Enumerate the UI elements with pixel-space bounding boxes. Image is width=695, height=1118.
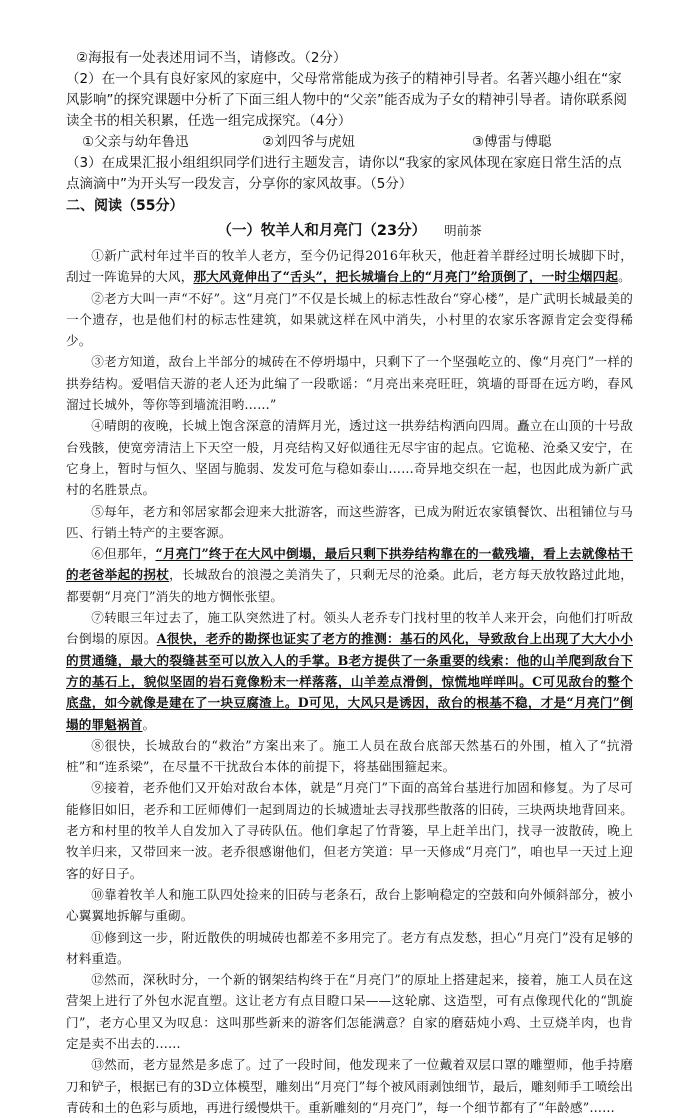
paragraph-13: ⑬然而，老方显然是多虑了。过了一段时间，他发现来了一位戴着双层口罩的雕塑师，他手持磨刀和铲子，根据已有的3D立体模型，雕刻出“月亮门”每个被风雨剥蚀细节，最后，雕刻师手工喷绘出青砖和土的色彩与质地，再进行缓慢烘干。重新雕刻的“月亮门”，每一个细节都有了“年龄感”…… (66, 1057, 633, 1115)
question-2-options (66, 132, 633, 153)
article-title-row (66, 218, 633, 243)
question-2: （2）在一个具有良好家风的家庭中，父母常常能成为孩子的精神引导者。名著兴趣小组在“家风影响”的探究课题中分析了下面三组人物中的“父亲”能否成为子女的精神引导者。请你联系阅读全书的相关积累，任选一组完成探究。（4分） (66, 71, 627, 129)
paragraph-2: ②老方大叫一声“不好”。这“月亮门”不仅是长城上的标志性敌台“穿心楼”，是广武明长城最美的一个遗存，也是他们村的标志性建筑，如果就这样在风中消失，小村里的农家乐客源肯定会变得稀少。 (66, 290, 633, 349)
question-1-sub-2: ②海报有一处表述用词不当，请修改。（2分） (76, 50, 347, 66)
paragraph-1 (66, 245, 633, 288)
article-author: 明前茶 (444, 223, 482, 238)
paragraph-6-text: ⑥但那年， (91, 546, 156, 562)
paragraph-11: ⑪修到这一步，附近散佚的明城砖也都差不多用完了。老方有点发愁，担心“月亮门”没有足够的材料重造。 (66, 929, 633, 966)
paragraph-6-end: ，长城敌台的浪漫之美消失了，只剩无尽的沧桑。此后，老方每天放牧路过此地，都要朝“月亮门”消失的地方惆怅张望。 (66, 567, 633, 604)
option-2: ②刘四爷与虎妞 (262, 134, 356, 150)
paragraph-6-underlined: “月亮门”终于在大风中倒塌，最后只剩下拱券结构靠在的一截残墙，看上去就像枯干的老爸举起的拐杖 (66, 546, 634, 583)
article-title: （一）牧羊人和月亮门（23分） (217, 223, 427, 239)
paragraph-1-text: ①新广武村年过半百的牧羊人老方，至今仍记得2016年秋天，他赶着羊群经过明长城脚下时，刮过一阵诡异的大风， (66, 248, 633, 285)
paragraph-7 (66, 607, 633, 735)
paragraph-7-underlined: A很快，老乔的勘探也证实了老方的推测：基石的风化，导致敌台上出现了大大小小的贯通缝，最大的裂缝甚至可以放入人的手掌。B老方提供了一条重要的线索：他的山羊爬到敌台下方的基石上，貌似坚固的岩石竟像粉末一样落落，山羊差点滑倒，惊慌地咩咩叫。C可见敌台的整个底盘，如今就像是建在了一块豆腐渣上。D可见，大风只是诱因，敌台的根基不稳，才是“月亮门”倒塌的罪魁祸首 (66, 631, 633, 732)
paragraph-7-end: 。 (142, 716, 156, 732)
paragraph-7-text: ⑦转眼三年过去了，施工队突然进了村。领头人老乔专门找村里的牧羊人来开会，向他们打听敌台倒塌的原因。 (66, 610, 633, 647)
paragraph-3: ③老方知道，敌台上半部分的城砖在不停坍塌中，只剩下了一个坚强屹立的、像“月亮门”一样的拱券结构。爱唱信天游的老人还为此编了一段歌谣：“月亮出来亮旺旺，筑墙的哥哥在远方哟，春风溜过长城外，等你等到墙流泪哟……” (66, 354, 633, 413)
paragraph-1-underlined: 那大风竟伸出了“舌头”，把长城墙台上的“月亮门”给顶倒了，一时尘烟四起 (193, 269, 619, 285)
paragraph-5: ⑤每年，老方和邻居家都会迎来大批游客，而这些游客，已成为附近农家镇餐饮、出租铺位与马匹、行销土特产的主要客源。 (66, 503, 633, 540)
paragraph-4: ④晴朗的夜晚，长城上饱含深意的清辉月光，透过这一拱券结构洒向四周。矗立在山顶的十号敌台残骸，使宽旁清洁上下天空一般，月亮结构又好似通往无尽宇宙的起点。它诡秘、沧桑又安宁，在它身上，暂时与恒久、坚固与脆弱、发发可危与稳如泰山……奇异地交织在一起，也因此成为新广武村的名胜景点。 (66, 418, 633, 498)
paragraph-12: ⑫然而，深秋时分，一个新的钢架结构终于在“月亮门”的原址上搭建起来，接着，施工人员在这营架上进行了外包水泥直塑。这让老方有点目瞪口呆——这轮廓、这造型，可有点像现代化的“凯旋门”，老方心里又为叹息：这叫那些新来的游客们怎能满意？自家的磨菇炖小鸡、土豆烧羊肉，也肯定是卖不出去的…… (66, 972, 633, 1051)
paragraph-9: ⑨接着，老乔他们又开始对敌台本体，就是“月亮门”下面的高耸台基进行加固和修复。为了尽可能修旧如旧，老乔和工匠师傅们一起到周边的长城遗址去寻找那些散落的旧砖，三块两块地背回来。老方和村里的牧羊人自发加入了寻砖队伍。他们拿起了竹背篓，早上赶羊出门，找寻一波散砖，晚上牧羊归来，又带回来一波。老乔很感谢他们，但老方笑道：早一天修成“月亮门”，咱也早一天过上迎客的好日子。 (66, 780, 633, 881)
section-heading: 二、阅读（55分） (66, 198, 184, 214)
paragraph-6 (66, 543, 633, 607)
option-1: ①父亲与幼年鲁迅 (82, 134, 189, 150)
question-3: （3）在成果汇报小组组织同学们进行主题发言，请你以“我家的家风体现在家庭日常生活的点点滴滴中”为开头写一段发言，分享你的家风故事。（5分） (66, 155, 622, 192)
paragraph-1-end: 。 (618, 269, 631, 285)
paragraph-10: ⑩靠着牧羊人和施工队四处捡来的旧砖与老条石，敌台上影响稳定的空鼓和向外倾斜部分，被小心翼翼地拆解与重砌。 (66, 886, 633, 924)
option-3: ③傅雷与傅聪 (472, 134, 552, 150)
paragraph-8: ⑧很快，长城敌台的“救治”方案出来了。施工人员在敌台底部天然基石的外围，植入了“抗滑桩”和“连系梁”，在尽量不干扰敌台本体的前提下，将基础围箍起来。 (66, 737, 633, 775)
